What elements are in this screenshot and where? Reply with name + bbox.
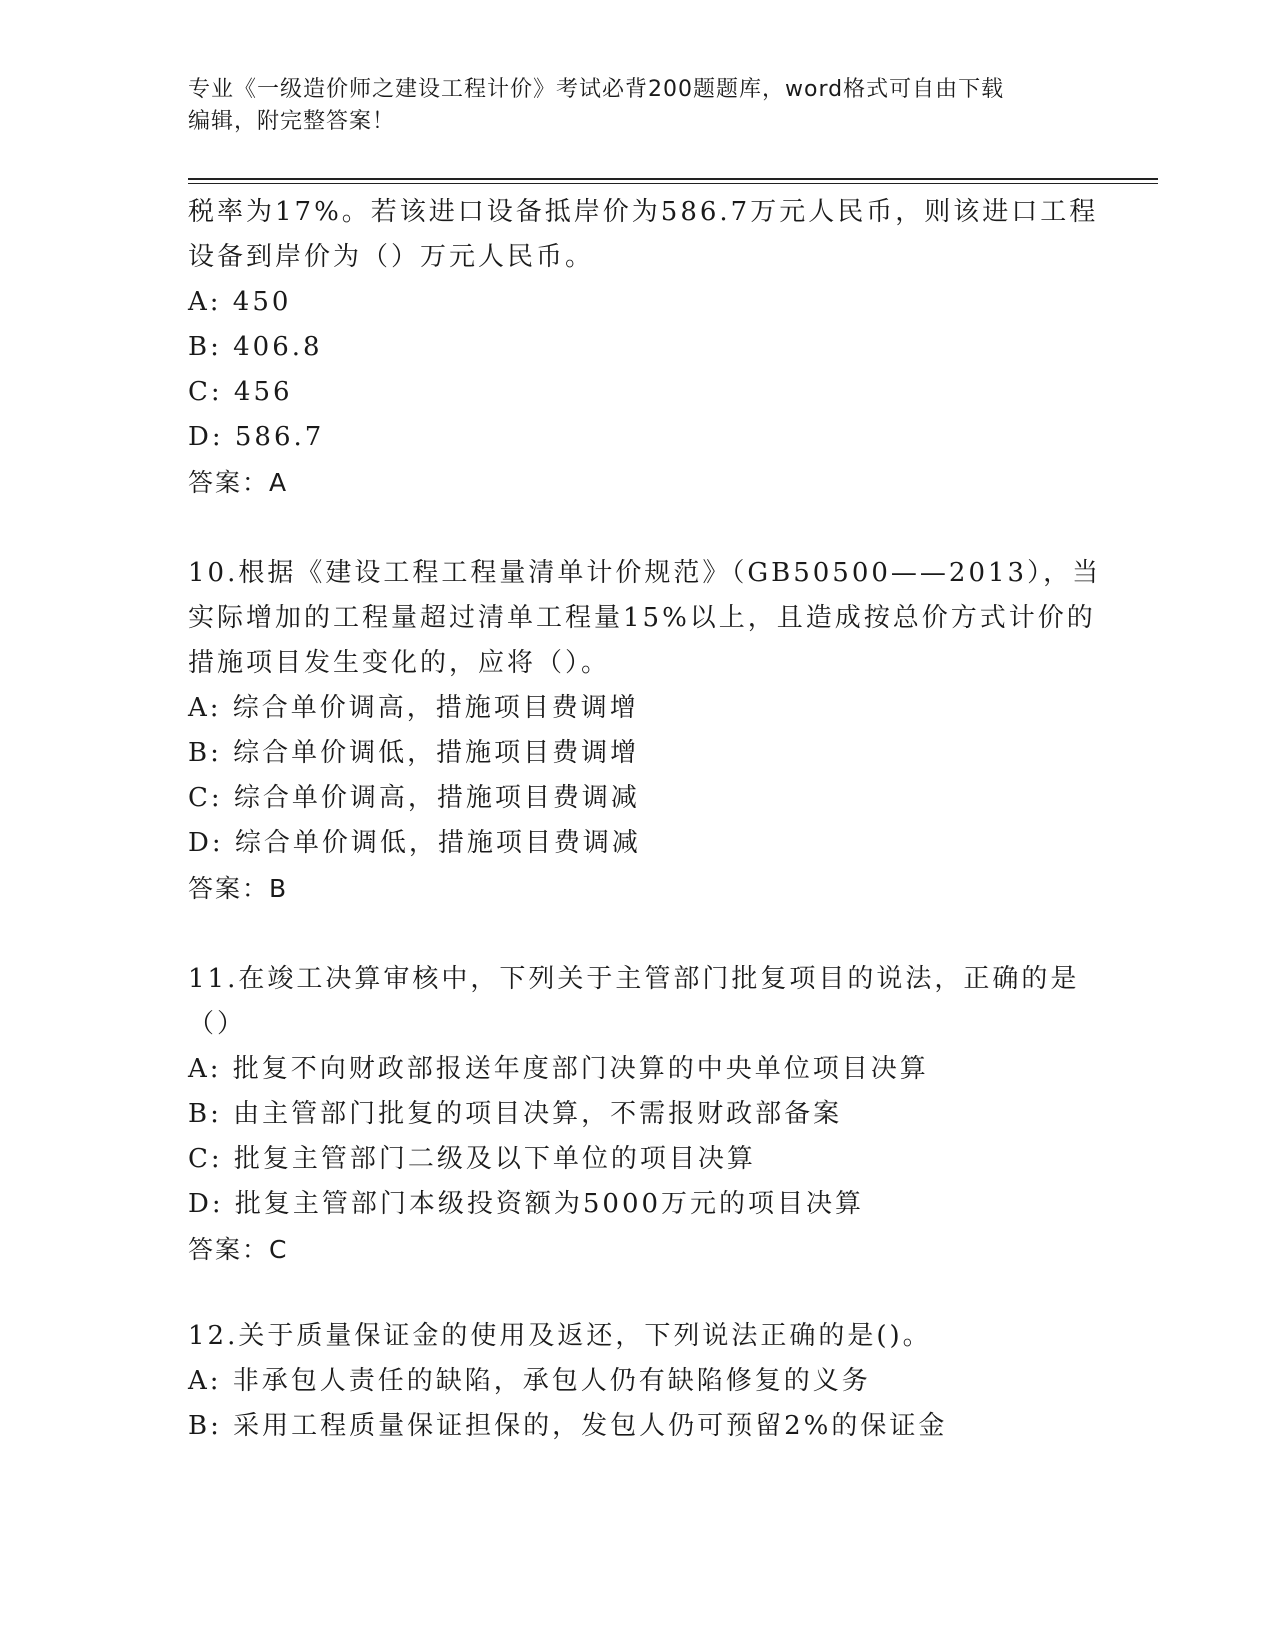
option-c: C: 456: [188, 377, 293, 407]
option-a: A: 450: [188, 287, 292, 317]
answer-label: 答案：C: [188, 1235, 289, 1264]
question-stem-line: 设备到岸价为（）万元人民币。: [188, 242, 595, 272]
question-stem-line: 措施项目发生变化的，应将（）。: [188, 648, 611, 678]
option-b: B: 由主管部门批复的项目决算，不需报财政部备案: [188, 1099, 843, 1129]
question-12: [188, 1314, 1088, 1449]
option-a: A: 综合单价调高，措施项目费调增: [188, 693, 639, 723]
option-b: B: 综合单价调低，措施项目费调增: [188, 738, 640, 768]
header-line-1: 专业《一级造价师之建设工程计价》考试必背200题题库，word格式可自由下载: [188, 77, 1005, 102]
answer-label: 答案：B: [188, 874, 289, 903]
option-d: D: 综合单价调低，措施项目费调减: [188, 828, 641, 858]
option-d: D: 586.7: [188, 422, 325, 452]
header-divider-thick: [188, 178, 1158, 180]
question-stem-line: 11.在竣工决算审核中，下列关于主管部门批复项目的说法，正确的是: [188, 964, 1080, 994]
header-line-2: 编辑，附完整答案！: [188, 109, 396, 134]
question-list: [188, 190, 1102, 1449]
question-stem-line: 12.关于质量保证金的使用及返还，下列说法正确的是()。: [188, 1321, 932, 1351]
question-10: [188, 551, 1102, 911]
option-b: B: 406.8: [188, 332, 323, 362]
question-9: [188, 190, 1099, 505]
question-stem-line: 实际增加的工程量超过清单工程量15%以上，且造成按总价方式计价的: [188, 603, 1096, 633]
option-a: A: 批复不向财政部报送年度部门决算的中央单位项目决算: [188, 1054, 929, 1084]
header-divider-thin: [188, 183, 1158, 184]
option-d: D: 批复主管部门本级投资额为5000万元的项目决算: [188, 1189, 865, 1219]
question-11: [188, 957, 1088, 1272]
document-header: [188, 74, 1088, 138]
option-c: C: 批复主管部门二级及以下单位的项目决算: [188, 1144, 756, 1174]
option-a: A: 非承包人责任的缺陷，承包人仍有缺陷修复的义务: [188, 1366, 871, 1396]
option-c: C: 综合单价调高，措施项目费调减: [188, 783, 640, 813]
question-stem-line: 10.根据《建设工程工程量清单计价规范》（GB50500——2013），当: [188, 558, 1102, 588]
answer-label: 答案：A: [188, 468, 289, 497]
question-stem-line: 税率为17%。若该进口设备抵岸价为586.7万元人民币，则该进口工程: [188, 197, 1099, 227]
question-stem-line: （）: [188, 1009, 247, 1039]
option-b: B: 采用工程质量保证担保的，发包人仍可预留2%的保证金: [188, 1411, 948, 1441]
